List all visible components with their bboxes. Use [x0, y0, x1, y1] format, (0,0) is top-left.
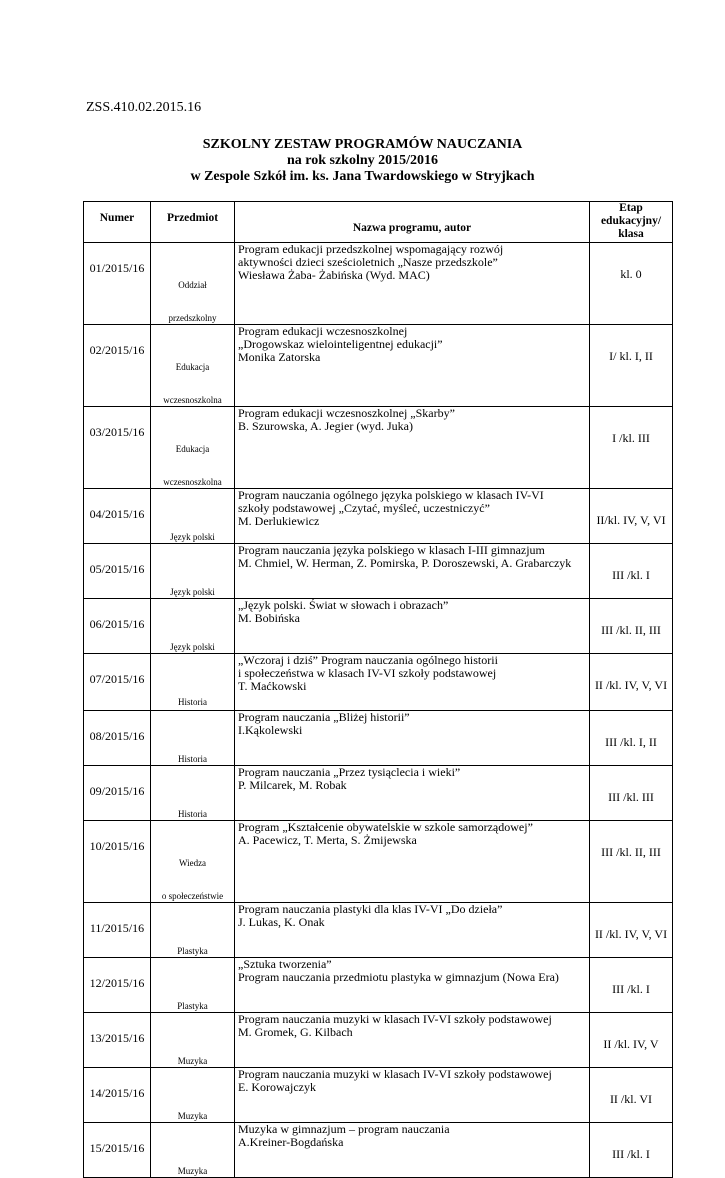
cell-nazwa: [235, 654, 590, 711]
program-name-line: J. Lukas, K. Onak: [238, 915, 325, 929]
cell-przedmiot: [151, 711, 235, 766]
cell-etap: [590, 1068, 673, 1123]
program-name-line: Program nauczania „Bliżej historii”: [238, 710, 410, 724]
subject-line: Muzyka: [177, 1056, 208, 1066]
cell-nazwa: [235, 958, 590, 1013]
program-name-line: A.Kreiner-Bogdańska: [238, 1135, 344, 1149]
cell-nazwa: [235, 766, 590, 821]
programs-table: [83, 201, 673, 1178]
subject-line: Muzyka: [177, 1166, 208, 1176]
program-number: 09/2015/16: [89, 784, 145, 798]
table-row: [84, 654, 673, 711]
program-name-line: aktywności dzieci sześcioletnich „Nasze przedszkole”: [238, 255, 498, 269]
subject-line: Historia: [178, 697, 207, 707]
cell-numer: [84, 489, 151, 544]
table-row: [84, 766, 673, 821]
column-header-numer-label: Numer: [99, 212, 135, 224]
cell-przedmiot: [151, 1123, 235, 1178]
subject-line: Plastyka: [177, 946, 208, 956]
table-row: [84, 821, 673, 903]
program-name-line: Muzyka w gimnazjum – program nauczania: [238, 1122, 450, 1136]
stage-class-value: I /kl. III: [612, 431, 650, 445]
stage-class-value: III /kl. I: [612, 982, 650, 996]
program-name-line: Program edukacji przedszkolnej wspomagający rozwój: [238, 242, 504, 256]
cell-etap: [590, 654, 673, 711]
column-header-etap-line: edukacyjny/: [600, 215, 662, 227]
column-header-nazwa-label: Nazwa programu, autor: [352, 222, 472, 234]
program-name-line: Program nauczania plastyki dla klas IV-VI „Do dzieła”: [238, 902, 503, 916]
stage-class-value: II /kl. IV, V, VI: [594, 927, 668, 941]
cell-nazwa: [235, 325, 590, 407]
table-row: [84, 1123, 673, 1178]
cell-nazwa: [235, 489, 590, 544]
cell-przedmiot: [151, 325, 235, 407]
cell-etap: [590, 1123, 673, 1178]
table-row: [84, 243, 673, 325]
cell-etap: [590, 407, 673, 489]
cell-przedmiot: [151, 1013, 235, 1068]
program-name-line: Program nauczania muzyki w klasach IV-VI szkoły podstawowej: [238, 1067, 552, 1081]
cell-przedmiot: [151, 958, 235, 1013]
cell-etap: [590, 958, 673, 1013]
subject-line: Język polski: [170, 642, 215, 652]
cell-etap: [590, 766, 673, 821]
stage-class-value: II /kl. IV, V, VI: [594, 678, 668, 692]
program-name-line: B. Szurowska, A. Jegier (wyd. Juka): [238, 419, 413, 433]
stage-class-value: II/kl. IV, V, VI: [596, 513, 666, 527]
stage-class-value: II /kl. IV, V: [603, 1037, 659, 1051]
cell-nazwa: [235, 407, 590, 489]
subject-line: o społeczeństwie: [161, 891, 224, 901]
cell-numer: [84, 407, 151, 489]
table-row: [84, 544, 673, 599]
cell-numer: [84, 599, 151, 654]
table-row: [84, 1013, 673, 1068]
cell-przedmiot: [151, 407, 235, 489]
program-name-line: Program edukacji wczesnoszkolnej „Skarby”: [238, 406, 455, 420]
table-row: [84, 711, 673, 766]
cell-numer: [84, 1068, 151, 1123]
program-number: 08/2015/16: [89, 729, 145, 743]
program-name-line: „Wczoraj i dziś” Program nauczania ogólnego historii: [238, 653, 498, 667]
program-number: 15/2015/16: [89, 1141, 145, 1155]
program-name-line: M. Chmiel, W. Herman, Z. Pomirska, P. Doroszewski, A. Grabarczyk: [238, 556, 572, 570]
cell-nazwa: [235, 821, 590, 903]
cell-przedmiot: [151, 766, 235, 821]
subject-line: Edukacja: [175, 362, 210, 372]
subject-line: Język polski: [170, 587, 215, 597]
program-name-line: Program nauczania „Przez tysiąclecia i wieki”: [238, 765, 461, 779]
program-name-line: T. Maćkowski: [238, 679, 307, 693]
stage-class-value: III /kl. II, III: [601, 623, 661, 637]
program-number: 01/2015/16: [89, 261, 145, 275]
cell-nazwa: [235, 1068, 590, 1123]
program-number: 12/2015/16: [89, 976, 145, 990]
program-name-line: Monika Zatorska: [238, 350, 321, 364]
cell-etap: [590, 821, 673, 903]
stage-class-value: I/ kl. I, II: [609, 349, 653, 363]
subject-line: Oddział: [178, 280, 207, 290]
document-subtitle-year: na rok szkolny 2015/2016: [286, 153, 439, 168]
table-row: [84, 958, 673, 1013]
column-header-przedmiot-label: Przedmiot: [166, 212, 219, 224]
program-name-line: Wiesława Żaba- Żabińska (Wyd. MAC): [238, 268, 430, 282]
program-number: 03/2015/16: [89, 425, 145, 439]
table-row: [84, 903, 673, 958]
cell-numer: [84, 766, 151, 821]
cell-etap: [590, 489, 673, 544]
program-name-line: A. Pacewicz, T. Merta, S. Żmijewska: [238, 833, 417, 847]
program-name-line: M. Gromek, G. Kilbach: [238, 1025, 353, 1039]
program-number: 05/2015/16: [89, 562, 145, 576]
program-number: 02/2015/16: [89, 343, 145, 357]
stage-class-value: kl. 0: [620, 267, 642, 281]
subject-text: [151, 903, 234, 957]
subject-text: [151, 1013, 234, 1067]
subject-line: przedszkolny: [168, 313, 217, 323]
table-row: [84, 599, 673, 654]
column-header-numer: [84, 202, 151, 243]
cell-etap: [590, 243, 673, 325]
cell-przedmiot: [151, 489, 235, 544]
subject-text: [151, 599, 234, 653]
column-header-etap: [590, 202, 673, 243]
subject-text: [151, 243, 234, 324]
subject-line: Historia: [178, 809, 207, 819]
program-name-line: Program nauczania ogólnego języka polskiego w klasach IV-VI: [238, 488, 544, 502]
stage-class-value: III /kl. I: [612, 568, 650, 582]
cell-przedmiot: [151, 544, 235, 599]
program-name-line: „Sztuka tworzenia”: [238, 957, 332, 971]
subject-text: [151, 766, 234, 820]
program-number: 04/2015/16: [89, 507, 145, 521]
subject-text: [151, 654, 234, 708]
cell-numer: [84, 821, 151, 903]
table-row: [84, 489, 673, 544]
cell-nazwa: [235, 243, 590, 325]
column-header-przedmiot: [151, 202, 235, 243]
table-header-row: [84, 202, 673, 243]
cell-numer: [84, 654, 151, 711]
subject-text: [151, 407, 234, 488]
cell-numer: [84, 711, 151, 766]
program-name-line: Program edukacji wczesnoszkolnej: [238, 324, 408, 338]
document-title: SZKOLNY ZESTAW PROGRAMÓW NAUCZANIA: [202, 137, 523, 152]
subject-line: Edukacja: [175, 444, 210, 454]
cell-numer: [84, 325, 151, 407]
subject-line: Muzyka: [177, 1111, 208, 1121]
cell-etap: [590, 1013, 673, 1068]
cell-przedmiot: [151, 903, 235, 958]
document-title-block: [0, 137, 725, 185]
cell-nazwa: [235, 711, 590, 766]
program-number: 14/2015/16: [89, 1086, 145, 1100]
column-header-etap-line: klasa: [618, 228, 644, 240]
stage-class-value: III /kl. III: [608, 790, 654, 804]
subject-text: [151, 821, 234, 902]
program-number: 06/2015/16: [89, 617, 145, 631]
stage-class-value: III /kl. I: [612, 1147, 650, 1161]
subject-line: Język polski: [170, 532, 215, 542]
cell-numer: [84, 903, 151, 958]
program-name-line: I.Kąkolewski: [238, 723, 303, 737]
cell-numer: [84, 1123, 151, 1178]
program-name-line: „Język polski. Świat w słowach i obrazach”: [238, 598, 449, 612]
cell-etap: [590, 325, 673, 407]
cell-numer: [84, 958, 151, 1013]
program-number: 11/2015/16: [89, 921, 145, 935]
program-name-line: „Drogowskaz wielointeligentnej edukacji”: [238, 337, 443, 351]
program-name-line: i społeczeństwa w klasach IV-VI szkoły podstawowej: [238, 666, 497, 680]
subject-text: [151, 489, 234, 543]
program-number: 13/2015/16: [89, 1031, 145, 1045]
program-name-line: Program nauczania przedmiotu plastyka w gimnazjum (Nowa Era): [238, 970, 559, 984]
subject-line: Wiedza: [178, 858, 207, 868]
subject-line: Historia: [178, 754, 207, 764]
cell-nazwa: [235, 1123, 590, 1178]
program-number: 10/2015/16: [89, 839, 145, 853]
cell-przedmiot: [151, 1068, 235, 1123]
table-row: [84, 1068, 673, 1123]
subject-text: [151, 544, 234, 598]
program-name-line: Program „Kształcenie obywatelskie w szkole samorządowej”: [238, 820, 533, 834]
subject-text: [151, 1123, 234, 1177]
subject-text: [151, 711, 234, 765]
cell-etap: [590, 711, 673, 766]
cell-przedmiot: [151, 599, 235, 654]
subject-text: [151, 1068, 234, 1122]
column-header-etap-line: Etap: [619, 202, 643, 214]
stage-class-value: III /kl. I, II: [605, 735, 657, 749]
table-row: [84, 407, 673, 489]
cell-nazwa: [235, 544, 590, 599]
document-subtitle-school: w Zespole Szkół im. ks. Jana Twardowskiego w Stryjkach: [190, 169, 535, 184]
stage-class-value: II /kl. VI: [609, 1092, 653, 1106]
cell-etap: [590, 544, 673, 599]
subject-line: wczesnoszkolna: [163, 395, 222, 405]
subject-text: [151, 325, 234, 406]
program-name-line: M. Bobińska: [238, 611, 301, 625]
program-name-line: E. Korowajczyk: [238, 1080, 316, 1094]
cell-przedmiot: [151, 243, 235, 325]
document-reference-number: ZSS.410.02.2015.16: [86, 100, 202, 115]
cell-nazwa: [235, 599, 590, 654]
cell-numer: [84, 1013, 151, 1068]
cell-nazwa: [235, 903, 590, 958]
subject-line: Plastyka: [177, 1001, 208, 1011]
stage-class-value: III /kl. II, III: [601, 845, 661, 859]
program-name-line: P. Milcarek, M. Robak: [238, 778, 347, 792]
program-name-line: Program nauczania języka polskiego w klasach I-III gimnazjum: [238, 543, 545, 557]
program-name-line: Program nauczania muzyki w klasach IV-VI szkoły podstawowej: [238, 1012, 552, 1026]
cell-etap: [590, 903, 673, 958]
program-name-line: szkoły podstawowej „Czytać, myśleć, uczestniczyć”: [238, 501, 490, 515]
cell-nazwa: [235, 1013, 590, 1068]
cell-numer: [84, 544, 151, 599]
cell-przedmiot: [151, 821, 235, 903]
column-header-nazwa: [235, 202, 590, 243]
cell-etap: [590, 599, 673, 654]
cell-numer: [84, 243, 151, 325]
program-number: 07/2015/16: [89, 672, 145, 686]
table-row: [84, 325, 673, 407]
subject-line: wczesnoszkolna: [163, 477, 222, 487]
subject-text: [151, 958, 234, 1012]
program-name-line: M. Derlukiewicz: [238, 514, 320, 528]
cell-przedmiot: [151, 654, 235, 711]
